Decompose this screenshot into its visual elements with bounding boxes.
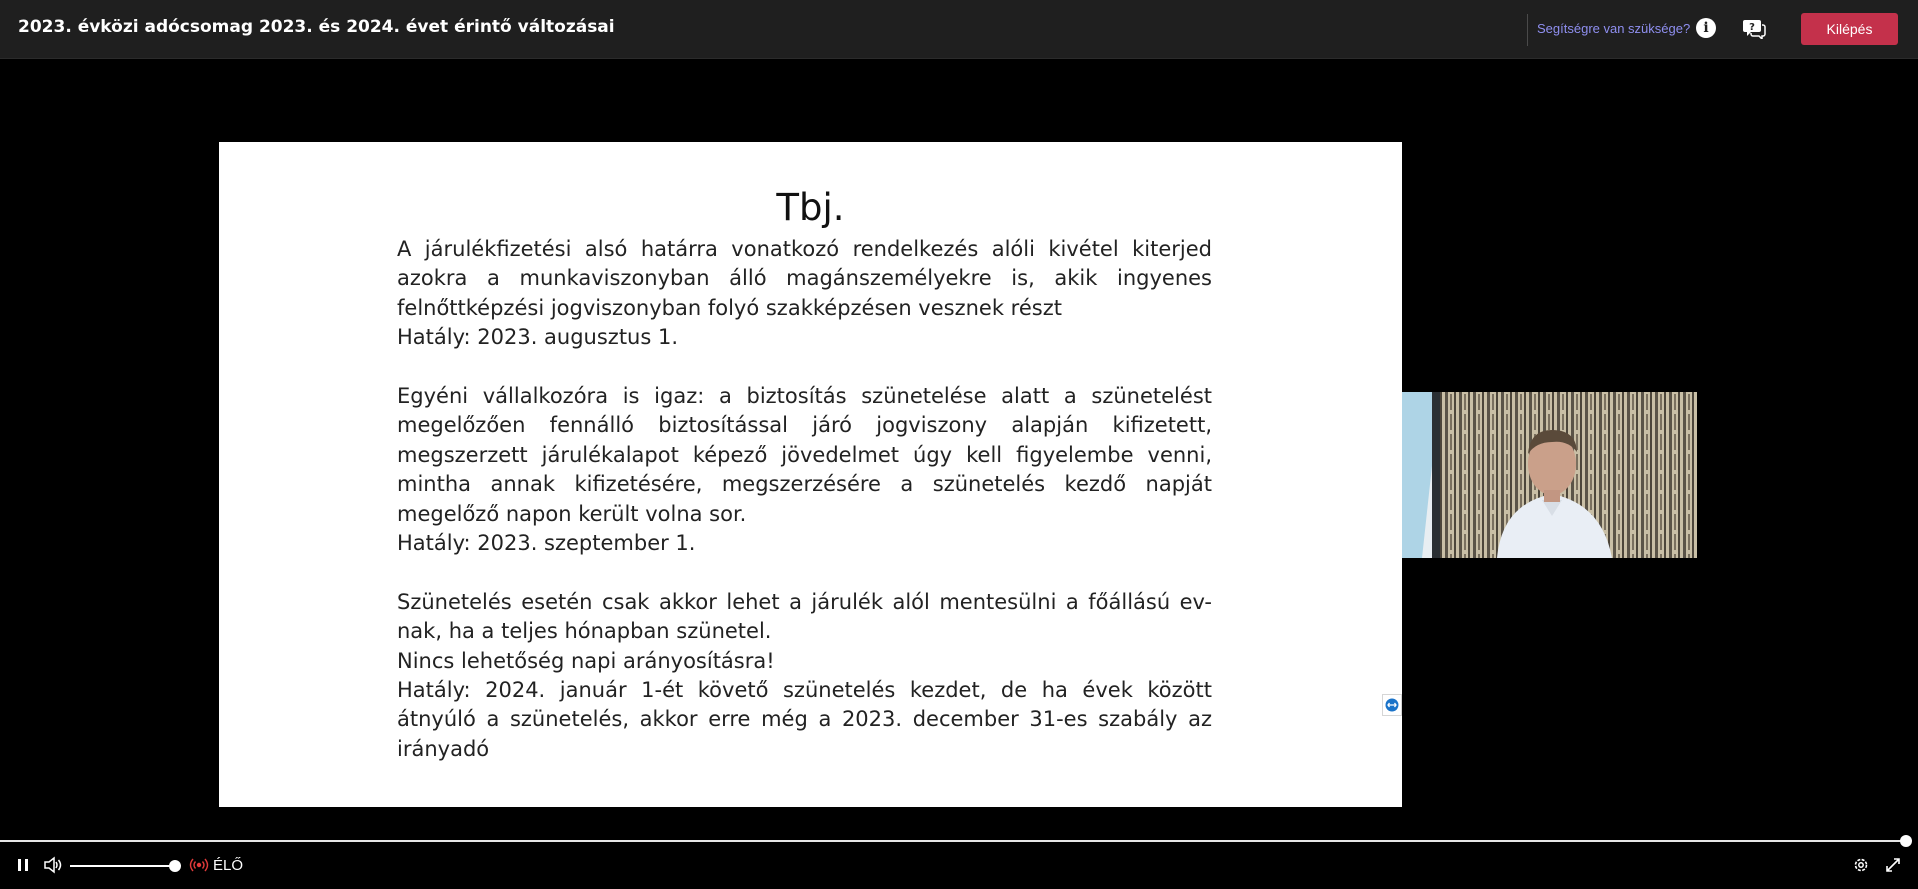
live-label: ÉLŐ bbox=[213, 857, 244, 874]
slide-effective-date: Hatály: 2023. augusztus 1. bbox=[397, 325, 679, 350]
exit-button[interactable]: Kilépés bbox=[1801, 13, 1898, 45]
slide-effective-date: Hatály: 2024. január 1-ét követő szünetelés kezdet, de ha évek között átnyúló a szünetelés, akkor erre még a 2023. december 31-es szabály az irányadó bbox=[397, 678, 1212, 761]
slide-body bbox=[397, 235, 1212, 764]
volume-slider[interactable] bbox=[70, 865, 176, 867]
chat-help-icon[interactable] bbox=[1742, 17, 1766, 39]
info-icon[interactable]: i bbox=[1696, 18, 1716, 38]
slide-paragraph: Egyéni vállalkozóra is igaz: a biztosítás szünetelése alatt a szünetelést megelőzően fennálló biztosítással járó jogviszony alapján kifizetett, megszerzett járulékalapot képező jövedelmet úgy kell figyelembe venni, mintha annak kifizetésére, megszerzésére a szünetelés kezdő napját megelőző napon került volna sor. bbox=[397, 384, 1212, 526]
slide-title: Tbj. bbox=[776, 186, 845, 229]
slide-link-icon[interactable] bbox=[1382, 694, 1402, 716]
presenter-video bbox=[1402, 392, 1697, 558]
top-bar bbox=[0, 0, 1918, 59]
player-controls bbox=[0, 829, 1918, 889]
slide-paragraph: Szünetelés esetén csak akkor lehet a járulék alól mentesülni a főállású ev-nak, ha a teljes hónapban szünetel. bbox=[397, 589, 1212, 644]
slide-effective-date: Hatály: 2023. szeptember 1. bbox=[397, 531, 696, 556]
session-title: 2023. évközi adócsomag 2023. és 2024. évet érintő változásai bbox=[18, 17, 615, 37]
live-broadcast-icon bbox=[189, 857, 209, 873]
slide-paragraph: A járulékfizetési alsó határra vonatkozó rendelkezés alóli kivétel kiterjed azokra a munkaviszonyban álló magánszemélyekre is, akik ingyenes felnőttképzési jogviszonyban folyó szakképzésen vesznek részt bbox=[397, 237, 1212, 320]
progress-bar[interactable] bbox=[0, 840, 1907, 842]
volume-icon[interactable] bbox=[43, 856, 63, 874]
presentation-slide bbox=[219, 142, 1402, 807]
pause-icon[interactable] bbox=[16, 858, 30, 872]
help-link[interactable]: Segítségre van szüksége? bbox=[1537, 21, 1691, 36]
slide-note: Nincs lehetőség napi arányosításra! bbox=[397, 648, 775, 673]
volume-handle[interactable] bbox=[169, 860, 181, 872]
gear-icon[interactable] bbox=[1852, 856, 1870, 874]
fullscreen-icon[interactable] bbox=[1884, 856, 1902, 874]
divider bbox=[1527, 14, 1528, 46]
svg-text:?: ? bbox=[1749, 22, 1755, 33]
progress-handle[interactable] bbox=[1900, 835, 1912, 847]
